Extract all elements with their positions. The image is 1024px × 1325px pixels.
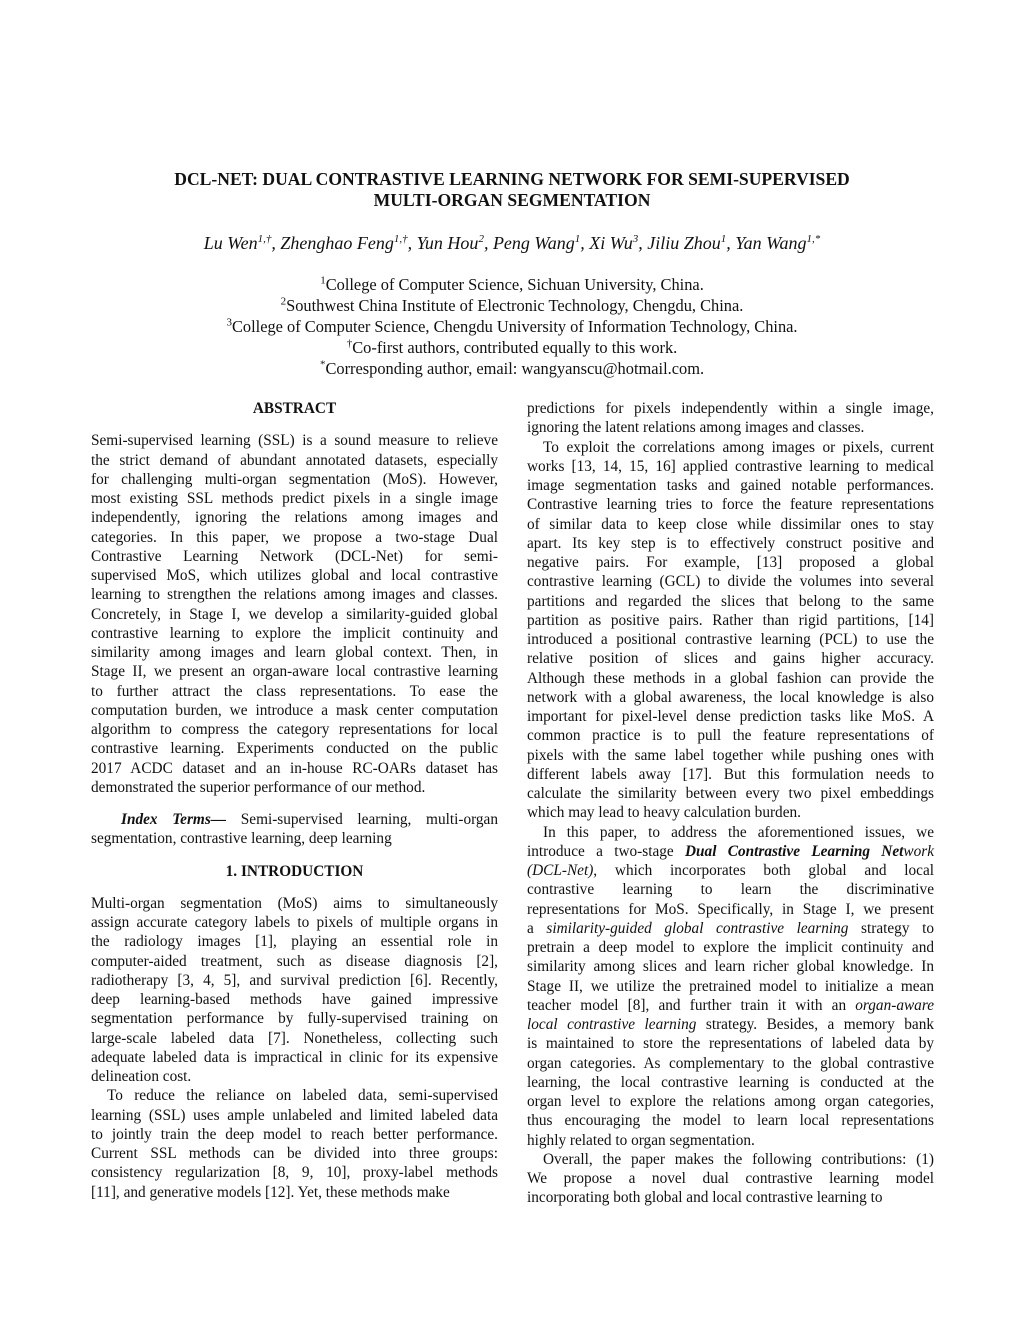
section-heading: 1. INTRODUCTION [225, 862, 364, 880]
text-line: independently, ignoring the relations among images and [91, 509, 498, 527]
author-list: Lu Wen$^{1,\dagger}$, Zhenghao Feng$^{1,\dagger}$, Yun Hou$^2$, Peng Wang$^1$, Xi Wu$^3$, Jiliu Zhou$^1$, Yan Wang$^{1,*}$ [203, 233, 821, 253]
text-line: partition as positive pairs. Rather than rigid partitions, [14] [527, 611, 934, 629]
text-line: to jointly train the deep model to reach better performance. [91, 1125, 498, 1143]
paragraph [527, 399, 934, 438]
text-line: pretrain a deep model to explore the implicit continuity and [527, 939, 934, 956]
text-line: contrastive learning to explore the implicit continuity and [91, 624, 498, 642]
text-line: consistency regularization [8, 9, 10], proxy-label methods [91, 1164, 498, 1182]
text-line: Stage II, we present an organ-aware local contrastive learning [91, 663, 498, 681]
text-line: Multi-organ segmentation (MoS) aims to simultaneously [91, 894, 498, 912]
text-line: similarity among images and learn global context. Then, in [91, 644, 498, 661]
text-segment: , which incorporates both global and local [593, 862, 934, 879]
paragraph [527, 438, 934, 823]
text-line: demonstrated the superior performance of our method. [91, 778, 426, 796]
text-line: predictions for pixels independently within a single image, [527, 400, 934, 417]
spacer [91, 881, 498, 894]
affiliation-mark: 1 [320, 274, 326, 287]
text-line: the strict demand of abundant annotated datasets, especially [91, 451, 498, 469]
text-line: [11], and generative models [12]. Yet, these methods make [91, 1183, 450, 1201]
text-line: Contrastive Learning Network (DCL-Net) for semi- [91, 547, 498, 565]
author [647, 233, 726, 253]
author-name: Xi Wu [589, 233, 633, 253]
text-line: deep learning-based methods have gained impressive [91, 991, 498, 1008]
text-line: image segmentation tasks and gained notable performances. [527, 477, 934, 494]
text-line: thus encouraging the model to learn local representations [527, 1112, 934, 1130]
text-line: most existing SSL methods predict pixels in a single image [91, 490, 498, 507]
title-line: DCL-NET: DUAL CONTRASTIVE LEARNING NETWORK FOR SEMI-SUPERVISED [174, 169, 850, 189]
text-line: learning to strengthen the relations among images and classes. [91, 586, 498, 604]
text-line: delineation cost. [91, 1068, 192, 1085]
paragraph [91, 810, 498, 849]
text-line: pixels with the same label together while pushing ones with [527, 746, 934, 764]
text-line: To reduce the reliance on labeled data, semi-supervised [107, 1087, 498, 1105]
affiliation-text: College of Computer Science, Sichuan University, China. [325, 275, 704, 294]
author-affiliation-mark: 1,* [806, 233, 821, 245]
text-line [527, 1015, 934, 1034]
text-line: relative position of slices and gains higher accuracy. [527, 650, 934, 668]
text-line: learning (SSL) uses ample unlabeled and limited labeled data [91, 1106, 498, 1124]
text-line: of similar data to keep close while dissimilar ones to stay [527, 515, 934, 533]
text-line [527, 996, 934, 1015]
text-line: segmentation performance by fully-supervised training on [91, 1010, 498, 1028]
author-name: Yun Hou [416, 233, 479, 253]
affiliation-mark: † [346, 337, 353, 350]
text-line: categories. In this paper, we propose a two-stage Dual [91, 528, 498, 546]
text-segment: introduce a two-stage [527, 842, 685, 860]
text-line: introduced a positional contrastive learning (PCL) to use the [527, 631, 934, 648]
paragraph [527, 823, 934, 1150]
author-affiliation-mark: 2 [478, 233, 484, 245]
emphasis-text: organ-aware [855, 996, 934, 1014]
text-line: Current SSL methods can be divided into three groups: [91, 1145, 498, 1162]
text-line: Although these methods in a global fashion can provide the [527, 669, 934, 687]
text-line: partitions and regarded the slices that belong to the same [527, 592, 934, 610]
affiliation-line [0, 274, 1024, 295]
title-line: MULTI-ORGAN SEGMENTATION [373, 190, 651, 210]
text-line: network with a global awareness, the local knowledge is also [527, 688, 934, 706]
text-line: organ categories. As complementary to the global contrastive [527, 1054, 934, 1072]
text-line: We propose a novel dual contrastive learning model [527, 1170, 934, 1187]
text-segment: a [527, 919, 547, 937]
author [735, 233, 820, 253]
affiliation-line [0, 295, 1024, 316]
emphasis-text: Index Terms— [121, 811, 227, 828]
affiliation-mark: 3 [226, 316, 232, 329]
text-line: to further attract the class representations. To ease the [91, 682, 498, 700]
text-line: segmentation, contrastive learning, deep learning [91, 830, 392, 848]
author [417, 233, 484, 253]
text-line: works [13, 14, 15, 16] applied contrastive learning to medical [527, 457, 934, 475]
author-affiliation-mark: 1,† [393, 233, 408, 245]
affiliation-mark: 2 [280, 295, 287, 308]
text-line: radiotherapy [3, 4, 5], and survival prediction [6]. Recently, [91, 971, 498, 989]
left-column [91, 399, 498, 1202]
text-line: 2017 ACDC dataset and an in-house RC-OARs dataset has [91, 759, 498, 777]
text-line: similarity among slices and learn richer global knowledge. In [527, 958, 934, 976]
text-line: large-scale labeled data [7]. Nonetheless, collecting such [91, 1029, 498, 1047]
emphasis-text: work [903, 842, 935, 860]
author [589, 233, 638, 253]
text-segment: teacher model [8], and further train it with an [527, 996, 856, 1014]
text-line: computation burden, we introduce a mask center computation [91, 701, 498, 719]
text-line: negative pairs. For example, [13] proposed a global [527, 554, 934, 571]
affiliation-text: Southwest China Institute of Electronic Technology, Chengdu, China. [286, 296, 744, 315]
text-line: Stage II, we utilize the pretrained model to initialize a mean [527, 977, 934, 995]
text-line: contrastive learning. Experiments conducted on the public [91, 740, 498, 758]
spacer [91, 849, 498, 862]
text-line: calculate the similarity between every two pixel embeddings [527, 785, 934, 802]
affiliation-text: Corresponding author, email: wangyanscu@hotmail.com. [325, 359, 705, 378]
text-line: ignoring the latent relations among images and classes. [527, 419, 865, 437]
affiliation-line [0, 358, 1024, 379]
author-affiliation-mark: 1 [574, 233, 581, 245]
right-column [527, 399, 934, 1208]
text-line: the radiology images [1], playing an essential role in [91, 933, 498, 951]
affiliations [0, 274, 1024, 379]
paragraph [91, 894, 498, 1087]
paper-title [0, 169, 1024, 211]
text-line: Contrastive learning tries to force the feature representations [527, 496, 934, 514]
author-name: Lu Wen [203, 233, 258, 253]
affiliation-mark: * [319, 358, 326, 371]
paragraph [91, 431, 498, 797]
text-line [527, 861, 934, 880]
text-line: Concretely, in Stage I, we develop a similarity-guided global [91, 605, 498, 623]
text-segment: strategy. Besides, a memory bank [696, 1016, 934, 1033]
emphasis-text: local contrastive learning [527, 1016, 697, 1033]
text-line: for challenging multi-organ segmentation (MoS). However, [91, 470, 498, 488]
affiliation-text: College of Computer Science, Chengdu University of Information Technology, China. [231, 317, 798, 336]
text-line: representations for MoS. Specifically, in Stage I, we present [527, 900, 934, 918]
text-line: Overall, the paper makes the following contributions: (1) [543, 1150, 934, 1168]
text-line: assign accurate category labels to pixels of multiple organs in [91, 914, 498, 931]
text-line: incorporating both global and local contrastive learning to [527, 1189, 883, 1207]
text-line: computer-aided treatment, such as disease diagnosis [2], [91, 952, 498, 970]
author [204, 233, 272, 253]
author [493, 233, 580, 253]
author-name: Yan Wang [735, 233, 807, 253]
emphasis-text: (DCL-Net) [527, 862, 594, 879]
emphasis-text: similarity-guided global contrastive learning [546, 919, 849, 937]
author [280, 233, 407, 253]
text-line: different labels away [17]. But this formulation needs to [527, 765, 934, 783]
author-name: Peng Wang [492, 233, 575, 253]
spacer [91, 418, 498, 431]
text-line [527, 919, 934, 938]
text-line [527, 842, 934, 861]
paragraph [527, 1150, 934, 1208]
text-line: common practice is to pull the feature representations of [527, 727, 934, 745]
section-heading: ABSTRACT [252, 400, 337, 417]
text-line: important for pixel-level dense prediction tasks like MoS. A [527, 708, 934, 725]
text-line: adequate labeled data is impractical in clinic for its expensive [91, 1048, 498, 1066]
text-line: supervised MoS, which utilizes global and local contrastive [91, 567, 498, 584]
text-line: apart. Its key step is to effectively construct positive and [527, 534, 934, 552]
text-segment: strategy to [848, 919, 934, 937]
author-name: Jiliu Zhou [647, 233, 721, 253]
text-line: contrastive learning (GCL) to divide the volumes into several [527, 573, 934, 591]
author-affiliation-mark: 1 [720, 233, 727, 245]
spacer [91, 797, 498, 810]
affiliation-text: Co-first authors, contributed equally to this work. [352, 338, 678, 357]
author-name: Zhenghao Feng [280, 233, 394, 253]
text-line: Semi-supervised learning (SSL) is a sound measure to relieve [91, 432, 498, 450]
text-line: To exploit the correlations among images or pixels, current [543, 438, 934, 456]
emphasis-text: Dual Contrastive Learning Net [685, 842, 904, 860]
text-line: which may lead to heavy calculation burden. [527, 804, 801, 822]
text-line: In this paper, to address the aforementioned issues, we [543, 823, 934, 841]
affiliation-line [0, 316, 1024, 337]
text-line: algorithm to compress the category representations for local [91, 721, 498, 738]
text-line: is maintained to store the representations of labeled data by [527, 1035, 934, 1053]
author-affiliation-mark: 3 [632, 233, 639, 245]
author-affiliation-mark: 1,† [257, 233, 272, 245]
text-segment: Semi-supervised learning, multi-organ [226, 811, 498, 828]
affiliation-line [0, 337, 1024, 358]
text-line: highly related to organ segmentation. [527, 1131, 755, 1149]
paragraph [91, 1086, 498, 1202]
text-line: organ level to explore the relations among organ categories, [527, 1093, 934, 1110]
text-line: learning, the local contrastive learning is conducted at the [527, 1073, 934, 1091]
text-line: contrastive learning to learn the discriminative [527, 881, 934, 899]
text-line [91, 810, 498, 829]
